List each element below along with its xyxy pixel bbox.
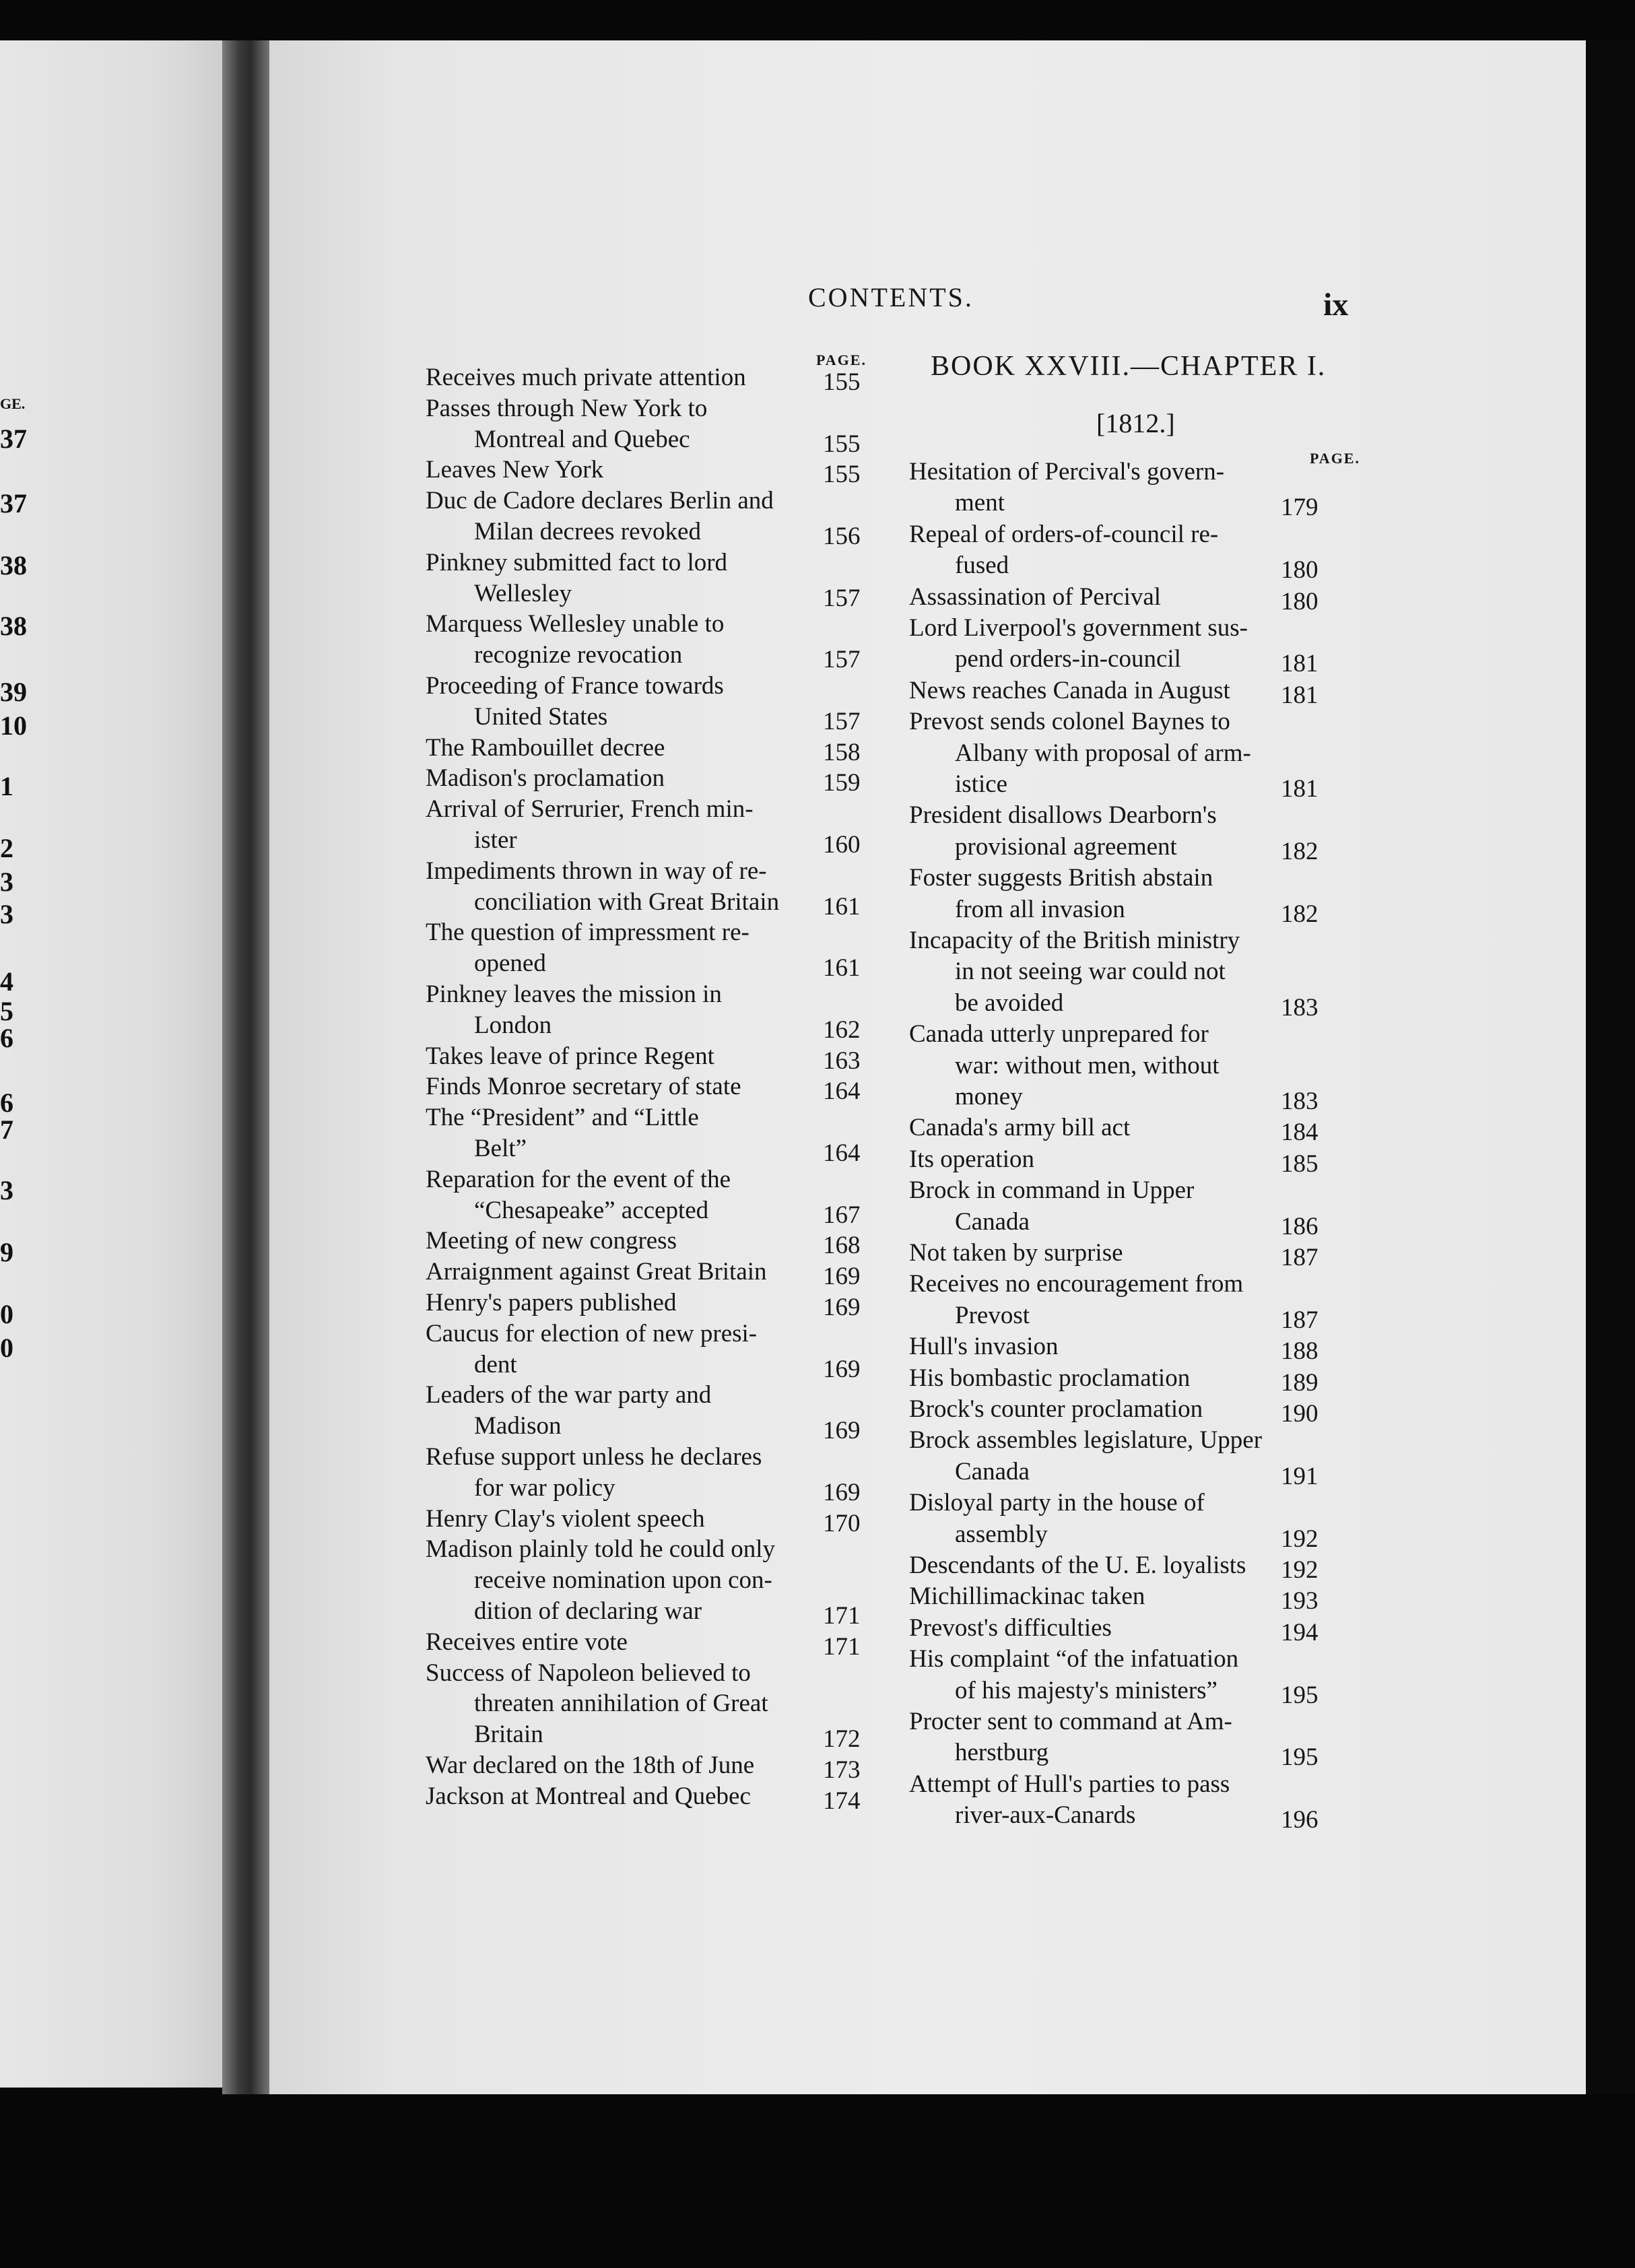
facing-page-number-fragment: 6 <box>0 1023 13 1053</box>
entry-page-number: 156 <box>823 523 861 550</box>
entry-title: Arrival of Serrurier, French min- <box>426 795 754 824</box>
entry-title: President disallows Dearborn's <box>909 801 1217 830</box>
entry-title: Leaders of the war party and <box>426 1381 712 1409</box>
entry-continuation: from all invasion <box>955 895 1125 923</box>
entry-continuation: conciliation with Great Britain <box>474 888 780 916</box>
entry-title: Disloyal party in the house of <box>909 1489 1205 1517</box>
entry-page-number: 195 <box>1281 1681 1319 1709</box>
entry-title: Pinkney submitted fact to lord <box>426 548 728 576</box>
entry-title: Caucus for election of new presi- <box>426 1319 758 1347</box>
entry-title: Brock's counter proclamation <box>909 1395 1203 1423</box>
entry-page-number: 185 <box>1281 1149 1319 1178</box>
entry-continuation: assembly <box>955 1520 1048 1548</box>
entry-page-number: 164 <box>823 1139 861 1167</box>
entry-continuation: Britain <box>474 1721 543 1749</box>
entry-continuation: Canada <box>955 1457 1030 1486</box>
entry-continuation: of his majesty's ministers” <box>955 1676 1217 1704</box>
entry-continuation: fused <box>955 552 1009 580</box>
entry-page-number: 169 <box>823 1294 861 1321</box>
entry-page-number: 164 <box>823 1077 861 1106</box>
facing-page-number-fragment: 37 <box>0 424 27 454</box>
scan-border <box>1586 40 1635 2094</box>
entry-continuation: be avoided <box>955 989 1064 1017</box>
entry-title: Reparation for the event of the <box>426 1165 731 1193</box>
facing-page-number-fragment: 38 <box>0 550 27 580</box>
facing-page-fragment <box>0 40 222 2088</box>
facing-page-number-fragment: 38 <box>0 611 27 641</box>
entry-title: Its operation <box>909 1145 1034 1173</box>
entry-title: Madison plainly told he could only <box>426 1535 775 1564</box>
entry-title: Michillimackinac taken <box>909 1582 1145 1611</box>
entry-continuation: pend orders-in-council <box>955 645 1181 673</box>
page-column-label: PAGE. <box>816 352 867 368</box>
entry-page-number: 188 <box>1281 1337 1319 1366</box>
facing-page-number-fragment: 3 <box>0 867 13 897</box>
entry-continuation: herstburg <box>955 1739 1049 1767</box>
entry-continuation: recognize revocation <box>474 641 683 669</box>
running-head: CONTENTS. <box>808 282 974 312</box>
entry-title: Assassination of Percival <box>909 582 1162 611</box>
entry-title: Hull's invasion <box>909 1333 1059 1361</box>
entry-title: Attempt of Hull's parties to pass <box>909 1770 1230 1798</box>
entry-continuation: Prevost <box>955 1301 1030 1329</box>
entry-title: Refuse support unless he declares <box>426 1443 762 1471</box>
entry-continuation: ister <box>474 826 517 854</box>
entry-page-number: 186 <box>1281 1212 1319 1240</box>
entry-page-number: 181 <box>1281 681 1319 709</box>
entry-page-number: 171 <box>823 1602 861 1630</box>
entry-continuation: threaten annihilation of Great <box>474 1690 768 1718</box>
entry-title: Proceeding of France towards <box>426 672 724 700</box>
entry-continuation: dition of declaring war <box>474 1597 702 1625</box>
facing-page-number-fragment: 1 <box>0 771 13 801</box>
entry-page-number: 169 <box>823 1263 861 1291</box>
entry-page-number: 171 <box>823 1632 861 1661</box>
entry-title: Receives much private attention <box>426 364 746 391</box>
entry-page-number: 170 <box>823 1509 861 1537</box>
entry-continuation: Canada <box>955 1207 1030 1236</box>
entry-page-number: 182 <box>1281 900 1319 928</box>
page-column-label-right: PAGE. <box>1310 450 1360 467</box>
chapter-title: BOOK XXVIII.—CHAPTER I. <box>931 351 1327 382</box>
facing-page-number-fragment: 10 <box>0 710 27 741</box>
facing-page-number-fragment: 7 <box>0 1114 13 1145</box>
entry-title: Lord Liverpool's government sus- <box>909 614 1248 642</box>
entry-title: Repeal of orders-of-council re- <box>909 520 1219 548</box>
entry-page-number: 157 <box>823 584 861 612</box>
entry-page-number: 155 <box>823 430 861 458</box>
facing-page-number-fragment: 0 <box>0 1299 13 1329</box>
entry-page-number: 169 <box>823 1417 861 1445</box>
entry-page-number: 192 <box>1281 1556 1319 1584</box>
entry-page-number: 181 <box>1281 775 1319 803</box>
entry-continuation: United States <box>474 702 608 731</box>
entry-title: Finds Monroe secretary of state <box>426 1073 741 1101</box>
entry-page-number: 180 <box>1281 587 1319 615</box>
entry-page-number: 183 <box>1281 993 1319 1022</box>
entry-page-number: 183 <box>1281 1088 1319 1115</box>
entry-title: Brock in command in Upper <box>909 1176 1195 1205</box>
entry-page-number: 161 <box>823 954 861 982</box>
entry-title: Impediments thrown in way of re- <box>426 857 767 885</box>
entry-title: Duc de Cadore declares Berlin and <box>426 487 774 515</box>
entry-continuation: river-aux-Canards <box>955 1801 1136 1830</box>
entry-continuation: provisional agreement <box>955 832 1177 861</box>
entry-title: The “President” and “Little <box>426 1104 699 1132</box>
entry-page-number: 157 <box>823 646 861 674</box>
entry-continuation: istice <box>955 770 1008 798</box>
entry-continuation: Albany with proposal of arm- <box>955 739 1251 767</box>
facing-page-number-fragment: 9 <box>0 1237 13 1267</box>
entry-continuation: for war policy <box>474 1473 615 1502</box>
entry-title: Canada's army bill act <box>909 1114 1131 1142</box>
entry-title: Henry Clay's violent speech <box>426 1504 705 1533</box>
entry-continuation: Wellesley <box>474 579 572 607</box>
entry-title: Receives no encouragement from <box>909 1270 1244 1298</box>
entry-page-number: 184 <box>1281 1119 1319 1147</box>
entry-continuation: Belt” <box>474 1135 527 1162</box>
entry-page-number: 180 <box>1281 556 1319 585</box>
entry-title: His complaint “of the infatuation <box>909 1645 1239 1673</box>
entry-title: His bombastic proclamation <box>909 1364 1191 1392</box>
entry-page-number: 163 <box>823 1046 861 1075</box>
entry-page-number: 196 <box>1281 1806 1319 1834</box>
entry-continuation: war: without men, without <box>955 1051 1220 1079</box>
entry-page-number: 190 <box>1281 1400 1319 1428</box>
entry-title: Receives entire vote <box>426 1628 628 1656</box>
entry-title: Leaves New York <box>426 456 604 484</box>
entry-title: Not taken by surprise <box>909 1239 1123 1267</box>
entry-page-number: 169 <box>823 1355 861 1383</box>
entry-continuation: opened <box>474 949 546 978</box>
entry-continuation: Montreal and Quebec <box>474 425 690 453</box>
entry-title: Passes through New York to <box>426 394 708 422</box>
entry-title: Descendants of the U. E. loyalists <box>909 1552 1246 1579</box>
entry-page-number: 187 <box>1281 1244 1319 1271</box>
entry-page-number: 194 <box>1281 1618 1319 1646</box>
entry-page-number: 168 <box>823 1232 861 1260</box>
facing-page-number-fragment: 3 <box>0 899 13 929</box>
entry-page-number: 167 <box>823 1201 861 1229</box>
entry-title: Prevost's difficulties <box>909 1613 1112 1642</box>
entry-continuation: in not seeing war could not <box>955 958 1226 986</box>
entry-page-number: 159 <box>823 769 861 797</box>
entry-title: Canada utterly unprepared for <box>909 1020 1209 1048</box>
facing-page-number-fragment: 5 <box>0 996 13 1026</box>
entry-title: Arraignment against Great Britain <box>426 1258 767 1286</box>
chapter-year: [1812.] <box>1096 408 1175 438</box>
entry-page-number: 160 <box>823 831 861 859</box>
entry-page-number: 174 <box>823 1787 861 1815</box>
entry-continuation: receive nomination upon con- <box>474 1566 772 1595</box>
entry-continuation: Milan decrees revoked <box>474 518 701 545</box>
entry-title: Prevost sends colonel Baynes to <box>909 708 1230 736</box>
facing-page-number-fragment: 37 <box>0 488 27 519</box>
entry-title: The Rambouillet decree <box>426 733 665 762</box>
entry-page-number: 162 <box>823 1015 861 1044</box>
entry-page-number: 181 <box>1281 650 1319 678</box>
entry-page-number: 169 <box>823 1478 861 1506</box>
entry-title: Hesitation of Percival's govern- <box>909 458 1225 486</box>
entry-page-number: 192 <box>1281 1525 1319 1553</box>
entry-page-number: 173 <box>823 1756 861 1784</box>
entry-continuation: “Chesapeake” accepted <box>474 1196 709 1224</box>
entry-title: Henry's papers published <box>426 1289 677 1316</box>
book-gutter <box>222 40 269 2094</box>
facing-page-number-fragment: 2 <box>0 833 13 863</box>
entry-page-number: 179 <box>1281 494 1319 522</box>
entry-page-number: 195 <box>1281 1743 1319 1772</box>
entry-continuation: money <box>955 1083 1023 1110</box>
entry-title: Brock assembles legislature, Upper <box>909 1426 1263 1455</box>
entry-title: Marquess Wellesley unable to <box>426 610 725 638</box>
entry-page-number: 191 <box>1281 1462 1319 1490</box>
entry-page-number: 189 <box>1281 1368 1319 1397</box>
entry-page-number: 161 <box>823 892 861 921</box>
entry-title: Incapacity of the British ministry <box>909 927 1240 954</box>
entry-page-number: 193 <box>1281 1587 1319 1615</box>
entry-page-number: 182 <box>1281 837 1319 865</box>
facing-page-number-fragment: 6 <box>0 1088 13 1118</box>
facing-page-number-fragment: 39 <box>0 677 27 707</box>
entry-title: Meeting of new congress <box>426 1227 677 1255</box>
entry-page-number: 172 <box>823 1725 861 1754</box>
entry-title: Pinkney leaves the mission in <box>426 980 722 1008</box>
entry-page-number: 158 <box>823 738 861 766</box>
facing-page-number-fragment: 0 <box>0 1333 13 1363</box>
entry-title: Procter sent to command at Am- <box>909 1708 1232 1735</box>
entry-page-number: 187 <box>1281 1306 1319 1334</box>
entry-title: Success of Napoleon believed to <box>426 1659 751 1687</box>
facing-page-number-fragment: GE. <box>0 395 26 412</box>
facing-page-number-fragment: 3 <box>0 1175 13 1205</box>
entry-title: Jackson at Montreal and Quebec <box>426 1782 751 1810</box>
entry-page-number: 157 <box>823 707 861 735</box>
facing-page-number-fragment: 4 <box>0 966 13 997</box>
entry-title: War declared on the 18th of June <box>426 1752 755 1779</box>
entry-page-number: 155 <box>823 368 861 396</box>
entry-title: Takes leave of prince Regent <box>426 1042 714 1070</box>
entry-continuation: Madison <box>474 1412 562 1440</box>
page-number: ix <box>1323 287 1349 323</box>
entry-continuation: dent <box>474 1350 517 1378</box>
entry-page-number: 155 <box>823 461 861 489</box>
entry-title: Foster suggests British abstain <box>909 864 1213 892</box>
entry-title: News reaches Canada in August <box>909 676 1230 704</box>
entry-continuation: London <box>474 1011 552 1039</box>
entry-title: The question of impressment re- <box>426 919 749 947</box>
entry-continuation: ment <box>955 489 1005 517</box>
entry-title: Madison's proclamation <box>426 764 665 793</box>
